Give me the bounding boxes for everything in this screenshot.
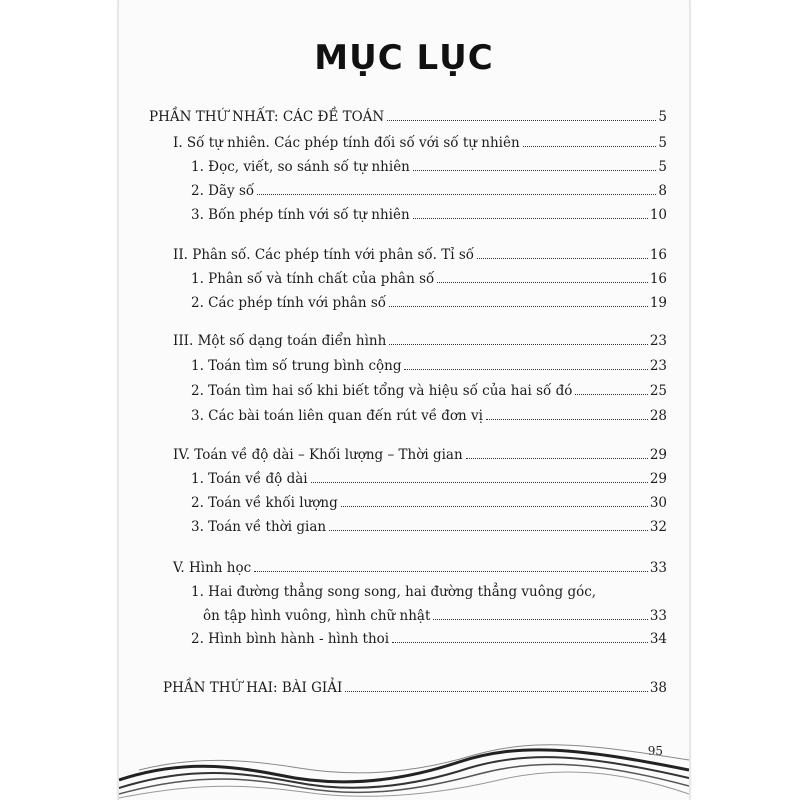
toc-page-number: 38	[649, 680, 667, 696]
toc-section-label: III. Một số dạng toán điển hình	[173, 333, 387, 349]
toc-page-number: 28	[649, 408, 667, 424]
toc-page-number: 19	[649, 295, 667, 311]
toc-item	[191, 295, 667, 311]
dot-leader	[345, 690, 647, 692]
toc-item-label: 1. Toán về độ dài	[191, 471, 308, 487]
dot-leader	[437, 281, 648, 283]
toc-item	[191, 519, 667, 535]
toc-page-number: 23	[649, 358, 667, 374]
toc-item	[191, 471, 667, 487]
toc-item-label: 3. Toán về thời gian	[191, 519, 327, 535]
toc-part-label: PHẦN THỨ NHẤT: CÁC ĐỀ TOÁN	[149, 109, 385, 125]
dot-leader	[257, 193, 656, 195]
toc-item-label: 1. Phân số và tính chất của phân số	[191, 271, 435, 287]
toc-section-1	[173, 135, 667, 151]
toc-item	[191, 159, 667, 175]
toc-item	[191, 383, 667, 399]
toc-item	[191, 358, 667, 374]
toc-page-number: 5	[658, 159, 667, 175]
dot-leader	[413, 217, 648, 219]
dot-leader	[387, 119, 656, 121]
toc-page-number: 10	[649, 207, 667, 223]
toc-page-number: 5	[658, 135, 667, 151]
dot-leader	[389, 305, 648, 307]
toc-page-number: 33	[649, 608, 667, 624]
toc-part-label: PHẦN THỨ HAI: BÀI GIẢI	[163, 680, 343, 696]
toc-section-3	[173, 333, 667, 349]
toc-part-1	[149, 109, 667, 125]
toc-item-label: 2. Các phép tính với phân số	[191, 295, 387, 311]
dot-leader	[254, 570, 648, 572]
toc-item-label: 3. Các bài toán liên quan đến rút về đơn vị	[191, 408, 483, 424]
dot-leader	[523, 145, 657, 147]
toc-section-label: V. Hình học	[173, 560, 252, 576]
toc-page-number: 25	[649, 383, 667, 399]
dot-leader	[404, 368, 647, 370]
toc-page-number: 16	[649, 247, 667, 263]
toc-section-label: I. Số tự nhiên. Các phép tính đối số với số tự nhiên	[173, 135, 520, 151]
toc-section-label: II. Phân số. Các phép tính với phân số. Tỉ số	[173, 247, 475, 263]
toc-page-number: 5	[658, 109, 667, 125]
toc-item-label: 2. Hình bình hành - hình thoi	[191, 631, 390, 647]
dot-leader	[433, 618, 647, 620]
toc-page-number: 16	[649, 271, 667, 287]
toc-item-label: 2. Toán tìm hai số khi biết tổng và hiệu số của hai số đó	[191, 383, 573, 399]
dot-leader	[392, 641, 648, 643]
decorative-wave-ornament	[119, 700, 689, 800]
toc-page-number: 34	[649, 631, 667, 647]
toc-item-label: 2. Dãy số	[191, 183, 255, 199]
toc-page-number: 8	[658, 183, 667, 199]
toc-item	[191, 271, 667, 287]
toc-section-4	[173, 447, 667, 463]
toc-page-number: 32	[649, 519, 667, 535]
toc-page-number: 23	[649, 333, 667, 349]
toc-item	[191, 495, 667, 511]
toc-page-number: 30	[649, 495, 667, 511]
dot-leader	[341, 505, 648, 507]
dot-leader	[329, 529, 648, 531]
toc-item	[191, 408, 667, 424]
dot-leader	[311, 481, 648, 483]
toc-item-label: 2. Toán về khối lượng	[191, 495, 338, 511]
dot-leader	[575, 393, 647, 395]
page-title: MỤC LỤC	[314, 38, 494, 78]
dot-leader	[389, 343, 648, 345]
toc-page-number: 29	[649, 471, 667, 487]
toc-page-number: 33	[649, 560, 667, 576]
toc-item-label: 1. Đọc, viết, so sánh số tự nhiên	[191, 159, 410, 175]
toc-page-number: 29	[649, 447, 667, 463]
toc-item-label: 1. Hai đường thẳng song song, hai đường thẳng vuông góc,	[191, 584, 597, 600]
toc-item	[203, 608, 667, 624]
dot-leader	[477, 257, 648, 259]
toc-item	[191, 207, 667, 223]
dot-leader	[413, 169, 657, 171]
toc-section-5	[173, 560, 667, 576]
toc-item	[191, 631, 667, 647]
toc-item-label: ôn tập hình vuông, hình chữ nhật	[203, 608, 431, 624]
toc-section-label: IV. Toán về độ dài – Khối lượng – Thời gian	[173, 447, 463, 463]
page-number: 95	[647, 744, 663, 758]
toc-item	[191, 183, 667, 199]
dot-leader	[466, 457, 648, 459]
toc-item-label: 3. Bốn phép tính với số tự nhiên	[191, 207, 410, 223]
toc-part-2	[163, 680, 667, 696]
book-page	[118, 0, 690, 800]
dot-leader	[486, 418, 648, 420]
toc-item-label: 1. Toán tìm số trung bình cộng	[191, 358, 402, 374]
toc-section-2	[173, 247, 667, 263]
